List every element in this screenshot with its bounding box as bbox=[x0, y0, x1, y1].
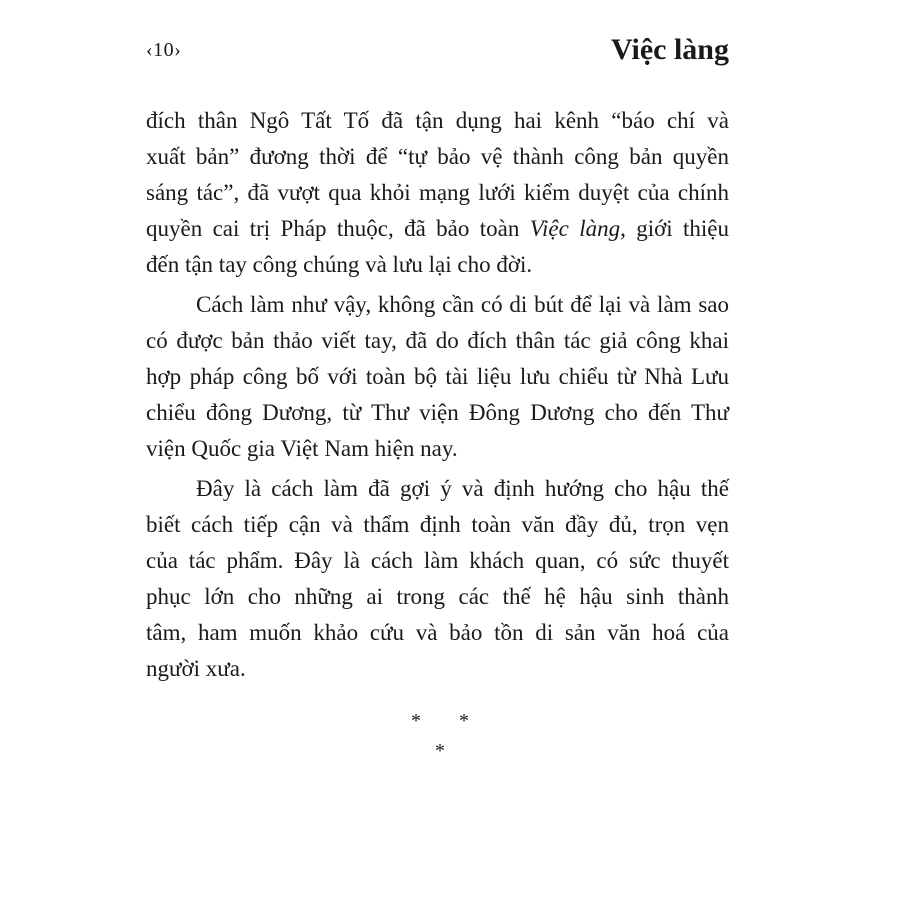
text-line bbox=[146, 211, 729, 247]
running-header bbox=[146, 30, 729, 70]
text-line: tâm, ham muốn khảo cứu và bảo tồn di sản văn hoá của bbox=[146, 620, 729, 645]
paragraph-1 bbox=[146, 103, 729, 283]
text-line: sáng tác”, đã vượt qua khỏi mạng lưới kiểm duyệt của chính bbox=[146, 180, 729, 205]
text-line: xuất bản” đương thời để “tự bảo vệ thành công bản quyền bbox=[146, 144, 729, 169]
asterisk-icon: * bbox=[459, 710, 469, 732]
text-line: Đây là cách làm đã gợi ý và định hướng cho hậu thế bbox=[196, 476, 729, 501]
text-line: của tác phẩm. Đây là cách làm khách quan, có sức thuyết bbox=[146, 548, 729, 573]
section-break-ornament bbox=[390, 706, 490, 766]
paragraph-3 bbox=[146, 471, 729, 687]
page-number: ‹10› bbox=[146, 38, 182, 61]
book-title-italic: Việc làng bbox=[529, 216, 621, 241]
text-line: biết cách tiếp cận và thẩm định toàn văn đầy đủ, trọn vẹn bbox=[146, 512, 729, 537]
text-segment: , giới thiệu bbox=[620, 216, 729, 241]
ornament-top-row bbox=[390, 706, 490, 736]
text-line: đích thân Ngô Tất Tố đã tận dụng hai kênh “báo chí và bbox=[146, 108, 729, 133]
text-line: có được bản thảo viết tay, đã do đích thân tác giả công khai bbox=[146, 328, 729, 353]
text-line: người xưa. bbox=[146, 656, 246, 681]
text-line: Cách làm như vậy, không cần có di bút để lại và làm sao bbox=[196, 292, 729, 317]
ornament-bottom-row bbox=[390, 736, 490, 766]
body-text bbox=[146, 103, 729, 687]
text-line: chiểu đông Dương, từ Thư viện Đông Dương cho đến Thư bbox=[146, 400, 729, 425]
asterisk-icon: * bbox=[411, 710, 421, 732]
paragraph-2 bbox=[146, 287, 729, 467]
text-line: đến tận tay công chúng và lưu lại cho đời. bbox=[146, 252, 533, 277]
text-line: viện Quốc gia Việt Nam hiện nay. bbox=[146, 436, 458, 461]
text-line: phục lớn cho những ai trong các thế hệ hậu sinh thành bbox=[146, 584, 729, 609]
asterisk-icon: * bbox=[435, 740, 445, 762]
text-line: hợp pháp công bố với toàn bộ tài liệu lưu chiểu từ Nhà Lưu bbox=[146, 364, 729, 389]
running-title: Việc làng bbox=[610, 33, 729, 66]
text-segment: quyền cai trị Pháp thuộc, đã bảo toàn bbox=[146, 216, 530, 241]
